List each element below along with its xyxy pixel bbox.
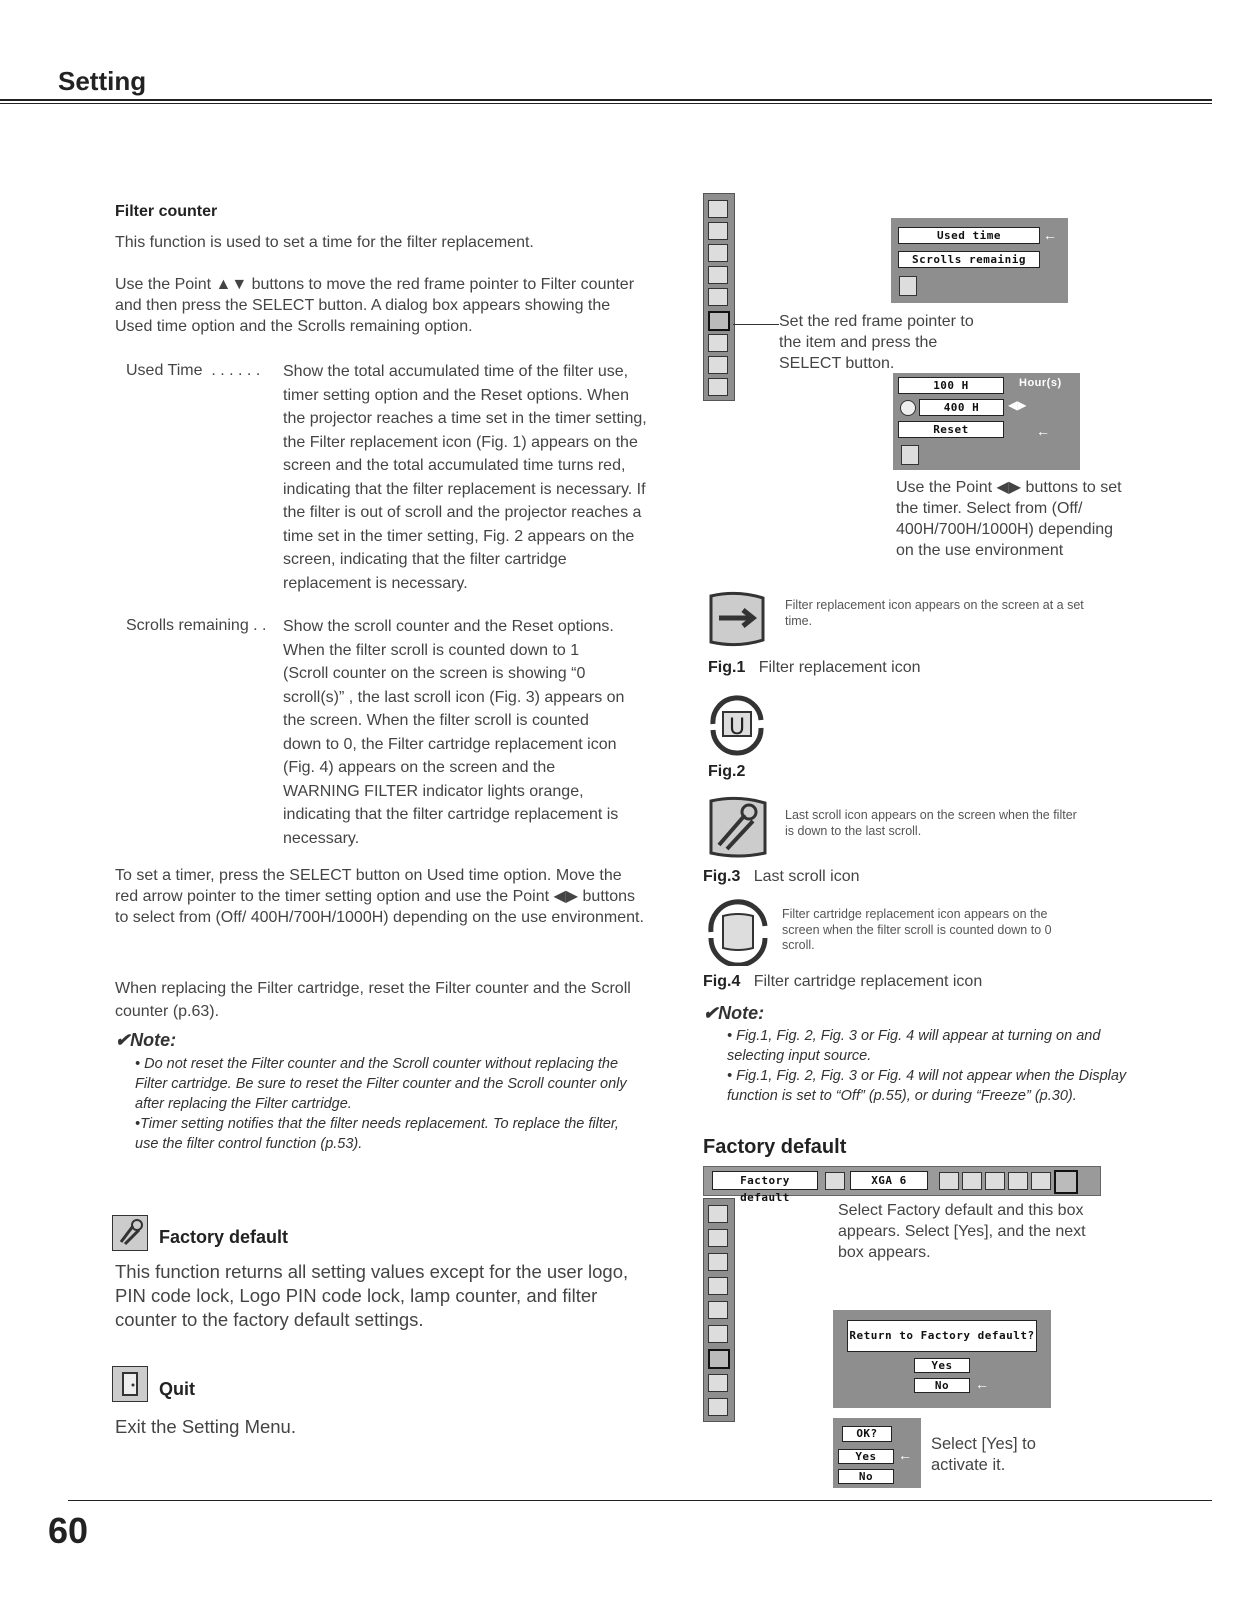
- factory-default-menubar: [703, 1166, 1101, 1204]
- factory-default-heading: Factory default: [159, 1227, 289, 1247]
- factory-default-icon: [112, 1215, 148, 1251]
- fig4-caption: Filter cartridge replacement icon appears on the screen when the filter scroll is counted down to 0 scroll.: [782, 907, 1052, 952]
- callout-select-item: Set the red frame pointer to the item and press the SELECT button.: [779, 313, 974, 372]
- factory-default-description: This function returns all setting values except for the user logo, PIN code lock, Logo PIN code lock, lamp counter, and filter counter to the factory default settings.: [115, 1261, 629, 1330]
- up-arrow-icon[interactable]: [708, 200, 728, 218]
- fig1-label: Fig.1 Filter replacement icon: [708, 659, 921, 676]
- scrolls-remaining-term: Scrolls remaining . .: [126, 617, 267, 634]
- filter-counter-dialog: [891, 218, 1068, 303]
- filter-counter-icon[interactable]: [708, 311, 730, 331]
- pointer-arrow-icon: ←: [1036, 423, 1050, 439]
- wrench-icon[interactable]: [708, 244, 728, 262]
- callout-select-yes: Select [Yes] to activate it.: [931, 1435, 1036, 1474]
- footer-divider: [68, 1500, 1212, 1501]
- quit-icon[interactable]: [899, 276, 917, 296]
- factory-default-menu-icon[interactable]: [708, 334, 728, 352]
- note-heading-right: ✔Note:: [703, 1003, 765, 1023]
- callout-set-timer: Use the Point ◀▶ buttons to set the timer. Select from (Off/ 400H/700H/1000H) depending on the use environment: [896, 479, 1122, 559]
- note-item-1: • Do not reset the Filter counter and the Scroll counter without replacing the Filter cartridge. Be sure to reset the Filter counter and the Scroll counter only after replacing the Filter cartridge.: [135, 1056, 627, 1112]
- quit-menu-icon[interactable]: [708, 1398, 728, 1416]
- filter-counter-heading: Filter counter: [115, 203, 218, 220]
- screen-icon[interactable]: [708, 266, 728, 284]
- menubar-icon-color[interactable]: [962, 1172, 982, 1190]
- menu-icon[interactable]: [708, 222, 728, 240]
- used-time-description: Show the total accumulated time of the filter use, timer setting option and the Reset options. When the projector reaches a time set in the timer setting, the Filter replacement icon (Fig. 1) appears on the screen and the total accumulated time turns red, indicating that the filter replacement is necessary. If the filter is out of scroll and the projector reaches a time set in the timer setting, Fig. 2 appears on the screen, indicating that the filter cartridge replacement is necessary.: [283, 363, 647, 592]
- warning-icon[interactable]: [708, 1301, 728, 1319]
- setting-menu-icon-strip: [703, 193, 735, 401]
- factory-menu-icon-strip: [703, 1198, 735, 1422]
- input-source-label: XGA 6: [850, 1171, 928, 1190]
- screen-icon[interactable]: [708, 1277, 728, 1295]
- fig3-caption: Last scroll icon appears on the screen when the filter is down to the last scroll.: [785, 808, 1077, 838]
- right-note-item-1: • Fig.1, Fig. 2, Fig. 3 or Fig. 4 will appear at turning on and selecting input source.: [727, 1028, 1101, 1064]
- dialog-no-button[interactable]: No: [914, 1378, 970, 1393]
- input-source-icon[interactable]: [825, 1172, 845, 1190]
- filter-cartridge-replacement-icon: [703, 898, 773, 966]
- menubar-icon-image[interactable]: [939, 1172, 959, 1190]
- menubar-item-label: Factory default: [712, 1171, 818, 1190]
- quit-icon[interactable]: [901, 445, 919, 465]
- quit-heading: Quit: [159, 1379, 195, 1399]
- filter-counter-icon[interactable]: [708, 1325, 728, 1343]
- fig1-caption: Filter replacement icon appears on the screen at a set time.: [785, 598, 1084, 628]
- timer-dialog: [893, 373, 1080, 470]
- used-hours-value: 100 H: [898, 377, 1004, 394]
- menubar-icon-tools[interactable]: [985, 1172, 1005, 1190]
- hours-label: Hour(s): [1019, 377, 1062, 389]
- down-arrow-icon[interactable]: [708, 356, 728, 374]
- used-time-option[interactable]: Used time: [898, 227, 1040, 244]
- menubar-icon-setting[interactable]: [1031, 1172, 1051, 1190]
- timer-instructions: To set a timer, press the SELECT button on Used time option. Move the red arrow pointer to the timer setting option and use the Point ◀▶ buttons to select from (Off/ 400H/700H/1000H) depending on the use environment.: [115, 867, 644, 926]
- filter-intro: This function is used to set a time for the filter replacement.: [115, 234, 534, 251]
- scrolls-remaining-option[interactable]: Scrolls remainig: [898, 251, 1040, 268]
- return-to-factory-dialog: [833, 1310, 1051, 1408]
- fig4-label: Fig.4 Filter cartridge replacement icon: [703, 973, 983, 990]
- menubar-icon-screen[interactable]: [1008, 1172, 1028, 1190]
- wrench-icon[interactable]: [708, 1253, 728, 1271]
- warning-icon[interactable]: [708, 288, 728, 306]
- filter-instruction: Use the Point ▲▼ buttons to move the red frame pointer to Filter counter and then press the SELECT button. A dialog box appears showing the Used time option and the Scrolls remaining option.: [115, 276, 635, 335]
- ok-question: OK?: [842, 1426, 892, 1442]
- page-title: Setting: [58, 66, 147, 96]
- note-heading-left: ✔Note:: [115, 1030, 177, 1050]
- filter-replacement-icon: [705, 590, 769, 650]
- used-time-term: Used Time . . . . . .: [126, 362, 261, 379]
- ok-confirm-dialog: [833, 1418, 921, 1488]
- quit-description: Exit the Setting Menu.: [115, 1416, 296, 1437]
- menu-icon[interactable]: [708, 1229, 728, 1247]
- down-arrow-icon[interactable]: [708, 1374, 728, 1392]
- pointer-arrow-icon: ←: [898, 1447, 912, 1463]
- scrolls-remaining-description: Show the scroll counter and the Reset options. When the filter scroll is counted down to 1 (Scroll counter on the screen is showing “0 scroll(s)” , the last scroll icon (Fig. 3) appears on the screen. When the filter scroll is counted down to 0, the Filter cartridge replacement icon (Fig. 4) appears on the screen and the WARNING FILTER indicator lights orange, indicating that the filter cartridge replacement is necessary.: [283, 618, 625, 847]
- callout-leader-line: [733, 324, 779, 325]
- replace-instructions: When replacing the Filter cartridge, reset the Filter counter and the Scroll counter (p.63).: [115, 980, 631, 1020]
- ok-no-button[interactable]: No: [838, 1469, 894, 1484]
- header-divider: [0, 99, 1212, 101]
- callout-select-factory-default: Select Factory default and this box appears. Select [Yes], and the next box appears.: [838, 1202, 1086, 1261]
- menubar-icon-info[interactable]: [1054, 1170, 1078, 1194]
- timer-setting-value[interactable]: 400 H: [919, 399, 1004, 416]
- fig2-label: Fig.2: [708, 763, 746, 780]
- factory-default-section-heading: Factory default: [703, 1136, 847, 1158]
- reset-option[interactable]: Reset: [898, 421, 1004, 438]
- up-arrow-icon[interactable]: [708, 1205, 728, 1223]
- left-right-arrows-icon: ◀▶: [1008, 398, 1027, 412]
- last-scroll-icon: [705, 795, 771, 861]
- header-divider-thin: [0, 103, 1212, 104]
- fig3-label: Fig.3 Last scroll icon: [703, 868, 860, 885]
- ok-yes-button[interactable]: Yes: [838, 1449, 894, 1464]
- quit-menu-icon[interactable]: [708, 378, 728, 396]
- filter-cartridge-warning-icon: [703, 694, 771, 756]
- pointer-arrow-icon: ←: [975, 1376, 989, 1392]
- return-to-factory-question: Return to Factory default?: [847, 1320, 1037, 1352]
- timer-icon: [900, 400, 916, 416]
- note-item-2: •Timer setting notifies that the filter needs replacement. To replace the filter, use the filter control function (p.53).: [135, 1116, 619, 1152]
- svg-text:U: U: [728, 715, 746, 740]
- pointer-arrow-icon: ←: [1043, 227, 1057, 243]
- page-number: 60: [48, 1510, 89, 1551]
- quit-icon: [112, 1366, 148, 1402]
- right-note-item-2: • Fig.1, Fig. 2, Fig. 3 or Fig. 4 will not appear when the Display function is set to “Off” (p.55), or during “Freeze” (p.30).: [727, 1068, 1127, 1104]
- factory-default-menu-icon[interactable]: [708, 1349, 730, 1369]
- dialog-yes-button[interactable]: Yes: [914, 1358, 970, 1373]
